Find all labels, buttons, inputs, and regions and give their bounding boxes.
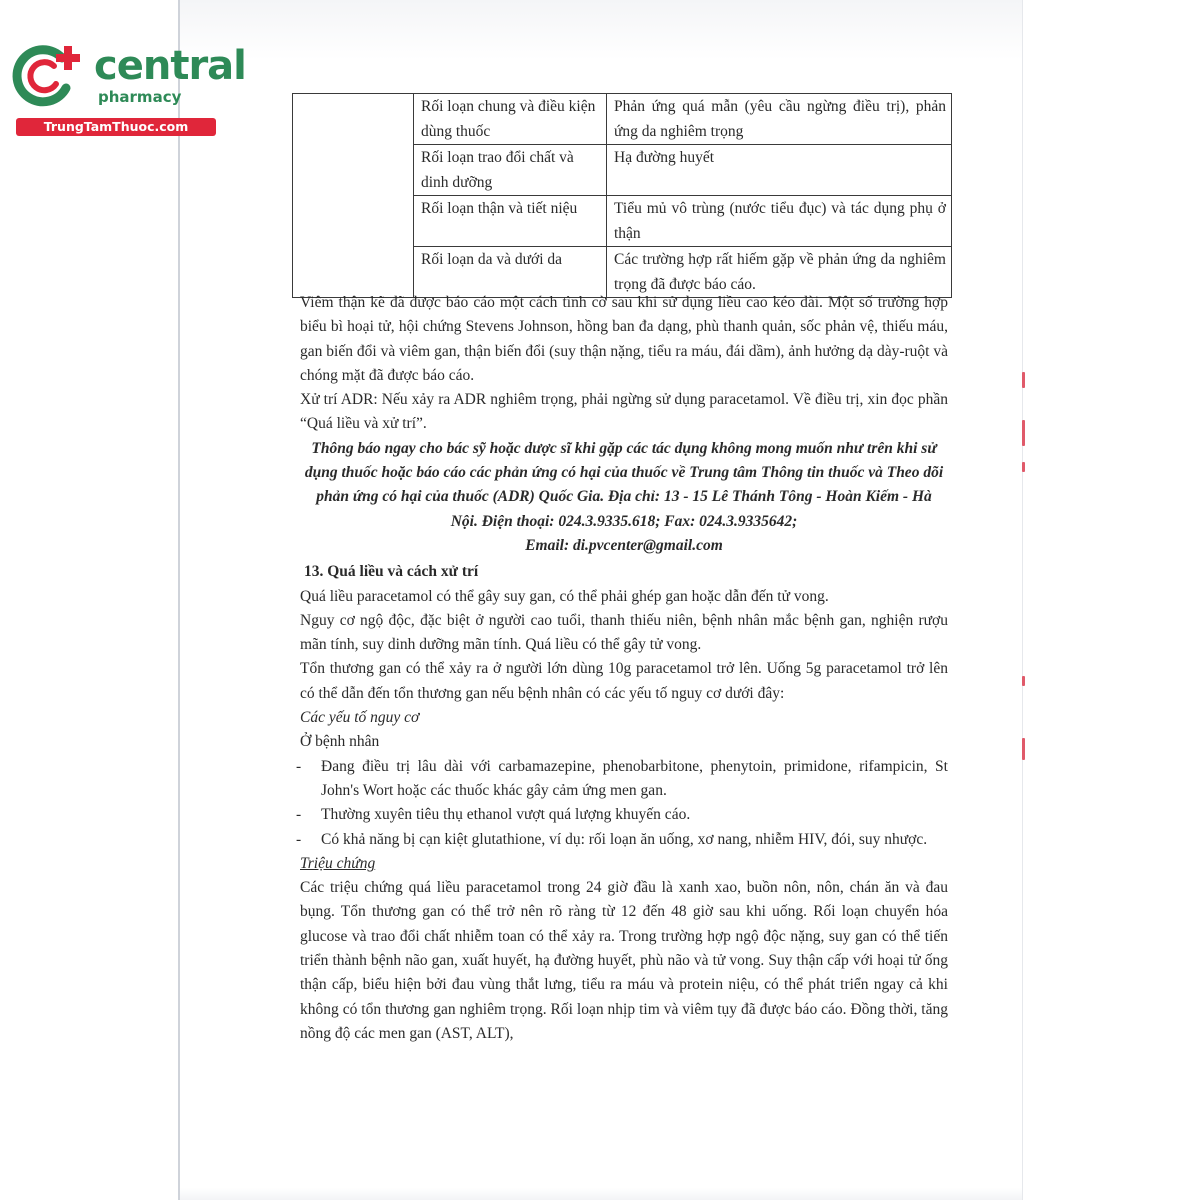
risk-factors-subheading: Các yếu tố nguy cơ [300, 709, 420, 727]
list-item [296, 755, 948, 804]
margin-mark [1022, 420, 1025, 446]
table-cell-category: Rối loạn chung và điều kiện dùng thuốc [414, 94, 607, 145]
list-item-text: Có khả năng bị cạn kiệt glutathione, ví dụ: rối loạn ăn uống, xơ nang, nhiễm HIV, đói, suy nhược. [321, 830, 928, 848]
paragraph: Tổn thương gan có thể xảy ra ở người lớn dùng 10g paracetamol trở lên. Uống 5g paracetamol trở lên có thể dẫn đến tổn thương gan nếu bệnh nhân có các yếu tố nguy cơ dưới đây: [300, 660, 948, 702]
page-right-edge [1022, 0, 1023, 1200]
central-pharmacy-logo[interactable] [8, 36, 246, 136]
adr-report-notice: Thông báo ngay cho bác sỹ hoặc dược sĩ khi gặp các tác dụng không mong muốn như trên khi sử dụng thuốc hoặc báo cáo các phản ứng có hại của thuốc về Trung tâm Thông tin thuốc và Theo dõi phản ứng có hại của thuốc (ADR) Quốc Gia. Địa chỉ: 13 - 15 Lê Thánh Tông - Hoàn Kiếm - Hà Nội. Điện thoại: 024.3.9335.618; Fax: 024.3.9335642; [304, 439, 944, 530]
section-heading: 13. Quá liều và cách xử trí [304, 563, 479, 581]
contact-email: Email: di.pvcenter@gmail.com [525, 536, 723, 554]
list-item [296, 828, 948, 852]
page-top-shadow [180, 0, 1022, 60]
list-item-text: Thường xuyên tiêu thụ ethanol vượt quá lượng khuyến cáo. [321, 806, 691, 824]
document-body [296, 291, 948, 1046]
adverse-reaction-table [292, 93, 952, 298]
bullet-dash: - [296, 757, 302, 775]
paragraph: Nguy cơ ngộ độc, đặc biệt ở người cao tuổi, thanh thiếu niên, bệnh nhân mắc bệnh gan, nghiện rượu mãn tính, suy dinh dưỡng mãn tính. Quá liều có thể gây tử vong. [300, 611, 948, 654]
risk-factor-list [296, 755, 948, 852]
table-cell-effect: Tiểu mủ vô trùng (nước tiểu đục) và tác dụng phụ ở thận [607, 196, 952, 247]
paragraph: Xử trí ADR: Nếu xảy ra ADR nghiêm trọng, phải ngừng sử dụng paracetamol. Về điều trị, xin đọc phần “Quá liều và xử trí”. [300, 391, 948, 433]
bullet-dash: - [296, 806, 302, 824]
page-bottom-shadow [180, 1188, 1022, 1200]
margin-mark [1022, 372, 1025, 388]
paragraph: Viêm thận kẽ đã được báo cáo một cách tình cờ sau khi sử dụng liều cao kéo dài. Một số trường hợp biểu bì hoại tử, hội chứng Stevens Johnson, hồng ban đa dạng, phù thanh quản, sốc phản vệ, thiếu máu, gan biến đổi và viêm gan, thận biến đổi (suy thận nặng, tiểu ra máu, đái dầm), ảnh hưởng dạ dày-ruột và chóng mặt đã được báo cáo. [300, 294, 948, 384]
table-cell-category: Rối loạn thận và tiết niệu [414, 196, 607, 247]
margin-mark [1022, 738, 1025, 760]
pharmacy-cross-logo-icon [10, 40, 84, 110]
bullet-dash: - [296, 830, 302, 848]
table-cell-effect: Hạ đường huyết [607, 145, 952, 196]
paragraph: Quá liều paracetamol có thể gây suy gan, có thể phải ghép gan hoặc dẫn đến tử vong. [300, 587, 829, 605]
logo-url-badge[interactable]: TrungTamThuoc.com [16, 118, 216, 136]
paragraph: Ở bệnh nhân [300, 733, 380, 751]
table-cell-category: Rối loạn trao đổi chất và dinh dưỡng [414, 145, 607, 196]
table-cell-effect: Phản ứng quá mẫn (yêu cầu ngừng điều trị), phản ứng da nghiêm trọng [607, 94, 952, 145]
list-item-text: Đang điều trị lâu dài với carbamazepine, phenobarbitone, phenytoin, primidone, rifampicin, St John's Wort hoặc các thuốc khác gây cảm ứng men gan. [321, 757, 948, 799]
logo-name: central [94, 43, 246, 89]
margin-mark [1022, 676, 1025, 686]
margin-mark [1022, 462, 1025, 472]
table-cell-effect: Các trường hợp rất hiếm gặp về phản ứng da nghiêm trọng đã được báo cáo. [607, 247, 952, 298]
symptoms-subheading: Triệu chứng [300, 854, 376, 872]
page-left-edge [178, 0, 180, 1200]
list-item [296, 803, 948, 827]
logo-subtitle: pharmacy [98, 88, 182, 106]
table-cell-empty [293, 94, 414, 298]
paragraph: Các triệu chứng quá liều paracetamol trong 24 giờ đầu là xanh xao, buồn nôn, nôn, chán ăn và đau bụng. Tổn thương gan có thể trở nên rõ ràng từ 12 đến 48 giờ sau khi uống. Rối loạn chuyển hóa glucose và trao đổi chất nhiễm toan có thể xảy ra. Trong trường hợp ngộ độc nặng, suy gan có thể tiến triển thành bệnh não gan, xuất huyết, hạ đường huyết, phù não và tử vong. Suy thận cấp với hoại tử ống thận cấp, biểu hiện bởi đau vùng thắt lưng, tiểu ra máu và protein niệu, có thể phát triển ngay cả khi không có tổn thương gan nghiêm trọng. Rối loạn nhịp tim và viêm tụy đã được báo cáo. Đồng thời, tăng nồng độ các men gan (AST, ALT), [300, 879, 948, 1042]
table-cell-category: Rối loạn da và dưới da [414, 247, 607, 298]
table-row [293, 94, 952, 145]
